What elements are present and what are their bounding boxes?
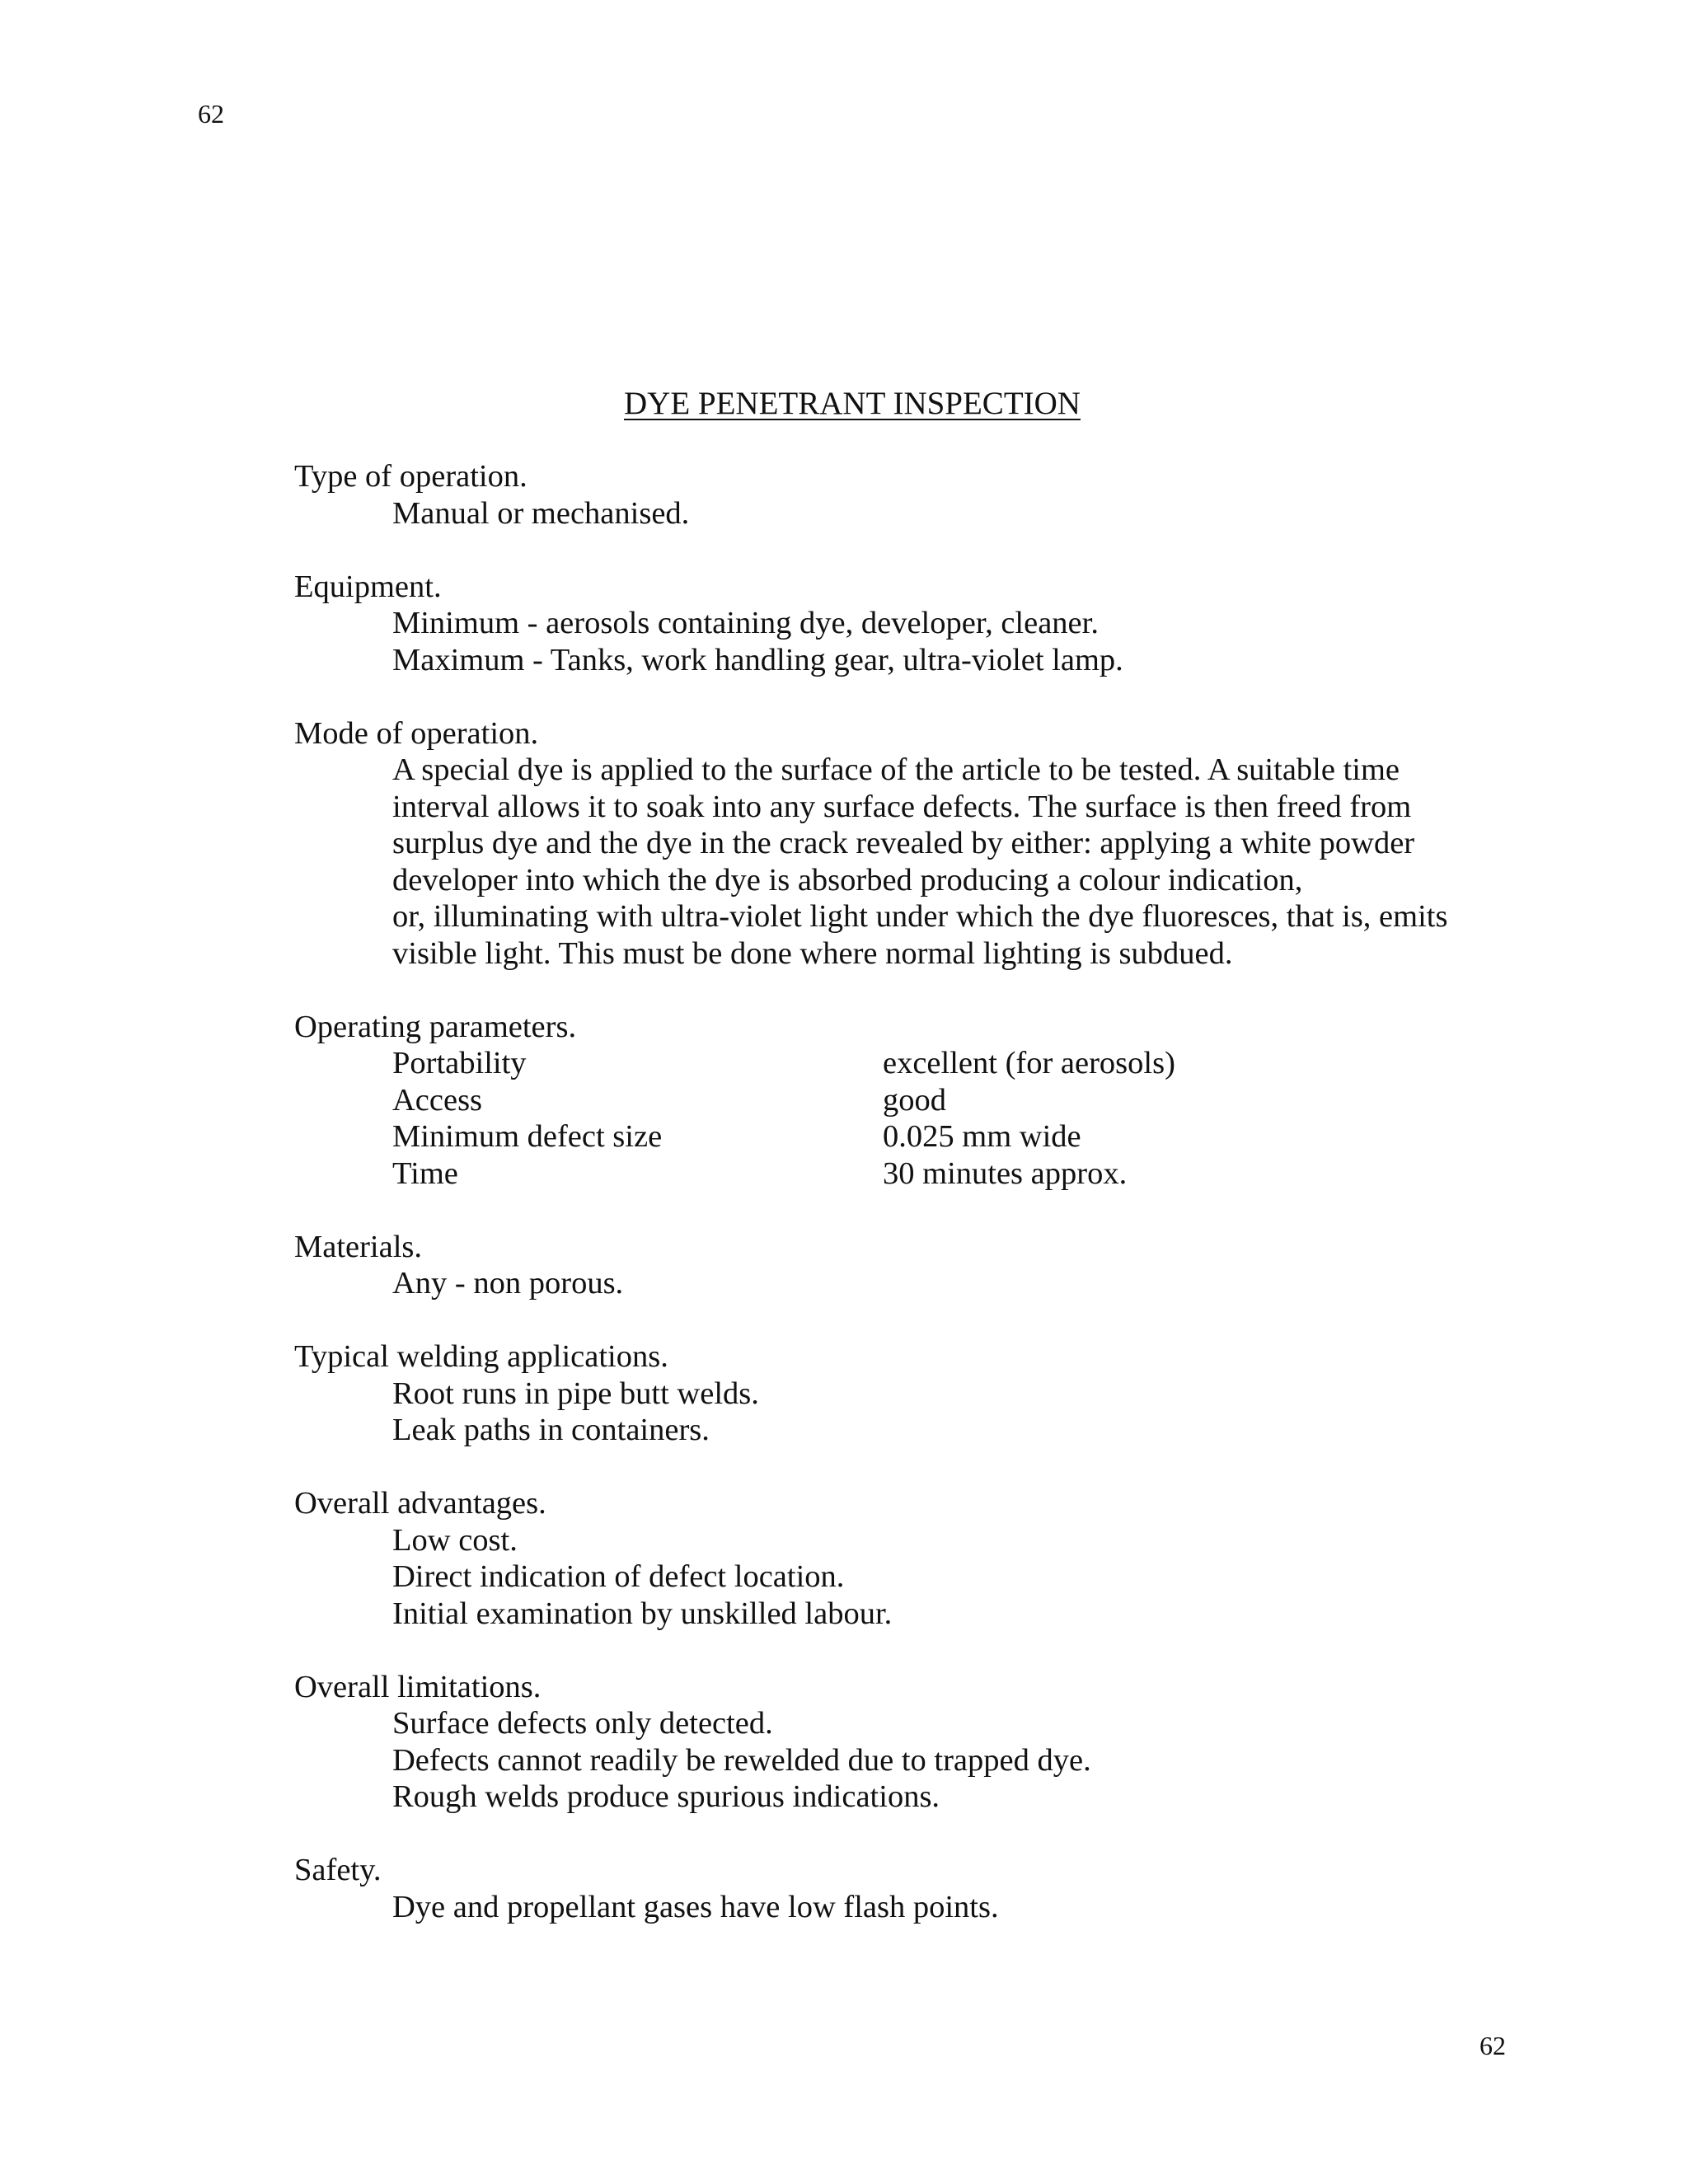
section-line: Leak paths in containers. [392,1413,710,1447]
section-line: Defects cannot readily be rewelded due to trapped dye. [392,1742,1091,1778]
section-line: Initial examination by unskilled labour. [392,1596,893,1631]
section-heading: Equipment. [294,569,442,604]
page-number-bottom: 62 [1479,2031,1506,2060]
section-line: surplus dye and the dye in the crack revealed by either: applying a white powder [392,826,1415,860]
section-line: Any - non porous. [392,1266,624,1301]
section-line: visible light. This must be done where normal lighting is subdued. [392,935,1233,971]
section-line: A special dye is applied to the surface of the article to be tested. A suitable time [392,752,1400,787]
section-heading: Overall limitations. [294,1669,542,1704]
section-line: Manual or mechanised. [392,495,690,531]
section-operating-parameters [294,1009,1531,1193]
section-line: Dye and propellant gases have low flash points. [392,1889,999,1924]
section-line: Root runs in pipe butt welds. [392,1376,759,1411]
section-heading: Materials. [294,1229,423,1264]
parameter-value: excellent (for aerosols) [883,1046,1175,1080]
parameter-name: Portability [392,1046,527,1080]
parameter-value: good [883,1082,946,1118]
document-body [294,458,1531,1962]
section-typical-welding-applications [294,1338,1531,1449]
section-mode-of-operation [294,715,1531,972]
parameter-row-access [392,1082,1531,1119]
section-line: Direct indication of defect location. [392,1559,845,1594]
section-safety [294,1852,1531,1925]
section-line: Minimum - aerosols containing dye, developer, cleaner. [392,606,1099,640]
section-line: Rough welds produce spurious indications. [392,1779,940,1814]
section-heading: Typical welding applications. [294,1339,668,1374]
section-equipment [294,569,1531,679]
section-heading: Type of operation. [294,459,528,494]
section-heading: Overall advantages. [294,1486,546,1521]
section-line: Low cost. [392,1522,518,1558]
section-heading: Operating parameters. [294,1009,577,1044]
section-line: Surface defects only detected. [392,1706,773,1741]
parameter-row-time [392,1155,1531,1193]
section-heading: Safety. [294,1853,382,1887]
section-line: or, illuminating with ultra-violet light under which the dye fluoresces, that is, emits [392,899,1448,934]
parameter-value: 0.025 mm wide [883,1119,1081,1154]
parameter-name: Access [392,1082,483,1118]
section-line: Maximum - Tanks, work handling gear, ultra-violet lamp. [392,642,1123,677]
page-number-top: 62 [198,99,224,129]
section-line: interval allows it to soak into any surface defects. The surface is then freed from [392,789,1412,824]
section-overall-advantages [294,1485,1531,1632]
parameter-row-portability [392,1045,1531,1082]
section-materials [294,1229,1531,1302]
section-overall-limitations [294,1669,1531,1816]
section-line: developer into which the dye is absorbed producing a colour indication, [392,862,1303,898]
page-title: DYE PENETRANT INSPECTION [624,386,1081,421]
section-type-of-operation [294,458,1531,532]
parameter-value: 30 minutes approx. [883,1155,1128,1191]
parameter-row-minimum-defect-size [392,1118,1531,1155]
section-heading: Mode of operation. [294,715,539,751]
parameter-name: Time [392,1155,458,1191]
parameter-name: Minimum defect size [392,1119,663,1154]
